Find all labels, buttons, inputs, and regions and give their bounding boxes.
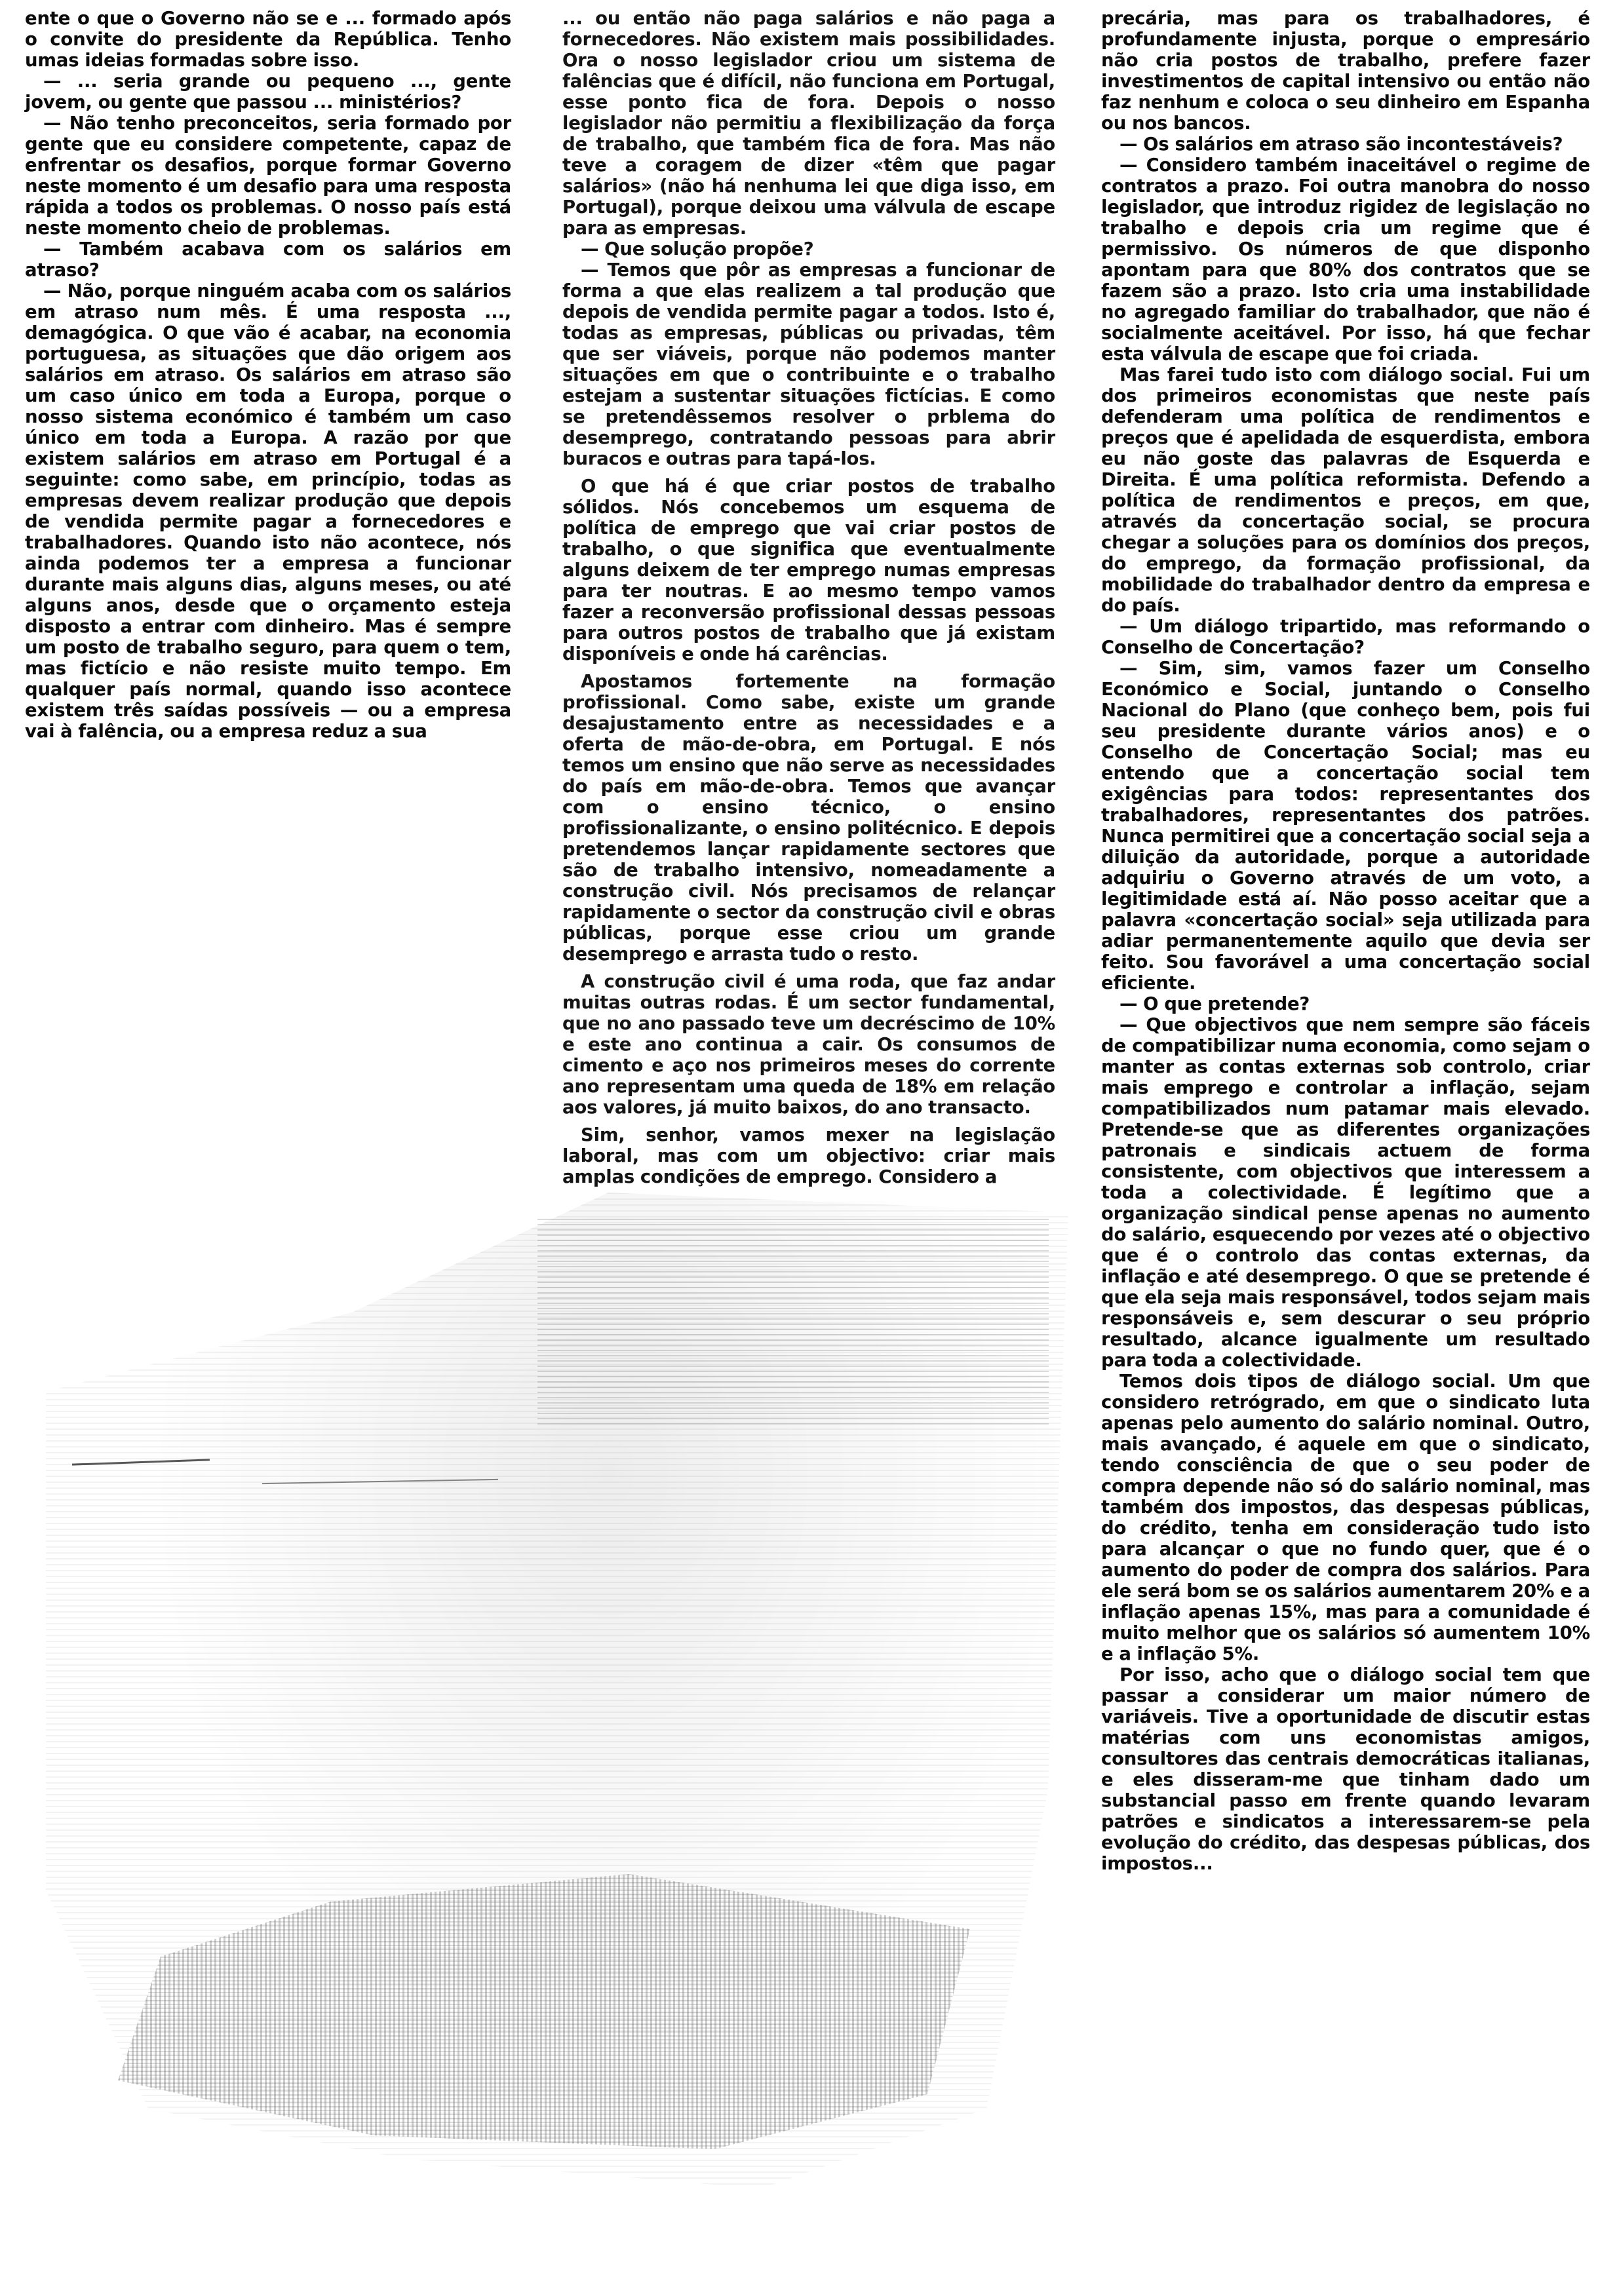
photocopy-streaks [537, 1219, 1049, 1428]
question: — Que solução propõe? [581, 239, 814, 259]
paragraph: O que há é que criar postos de trabalho sólidos. Nós concebemos um esquema de política de emprego que vai criar postos de trabalho, o que significa que eventualmente alguns deixem de ter emprego numas empresas para ter noutras. E ao mesmo tempo vamos fazer a reconversão profissional dessas pessoas para outros postos de trabalho que já existam disponíveis e onde há carências. [562, 476, 1055, 664]
paragraph: precária, mas para os trabalhadores, é profundamente injusta, porque o empresário não cria postos de trabalho, prefere fazer investimentos de capital intensivo ou então não faz nenhum e coloca o seu dinheiro em Espanha ou nos bancos. [1101, 8, 1590, 134]
article-column-2 [562, 8, 1055, 1187]
photocopy-smudge [46, 1193, 1068, 2189]
paragraph: — Temos que pôr as empresas a funcionar de forma a que elas realizem a tal produção que depois de vendida permite pagar a todos. Isto é, todas as empresas, públicas ou privadas, têm que ser viáveis, porque não podemos manter situações em que o contribuinte e o trabalho estejam a sustentar situações fictícias. E como se pretendêssemos resolver o prblema do desemprego, contratando pessoas para abrir buracos e outras para tapá-los. [562, 259, 1055, 469]
paragraph: Apostamos fortemente na formação profissional. Como sabe, existe um grande desajustamento entre as necessidades e a oferta de mão-de-obra, em Portugal. E nós temos um ensino que não serve as necessidades do país em mão-de-obra. Temos que avançar com o ensino técnico, o ensino profissionalizante, o ensino politécnico. E depois pretendemos lançar rapidamente sectores que são de trabalho intensivo, nomeadamente a construção civil. Nós precisamos de relançar rapidamente o sector da construção civil e obras públicas, porque esse criou um grande desemprego e arrasta tudo o resto. [562, 671, 1055, 965]
paragraph: A construção civil é uma roda, que faz andar muitas outras rodas. É um sector fundamental, que no ano passado teve um decréscimo de 10% e este ano continua a cair. Os consumos de cimento e aço nos primeiros meses do corrente ano representam uma queda de 18% em relação aos valores, já muito baixos, do ano transacto. [562, 971, 1055, 1118]
paragraph: — Que objectivos que nem sempre são fáceis de compatibilizar numa economia, como sejam o manter as contas externas sob controlo, criar mais emprego e controlar a inflação, sejam compatibilizados num patamar mais elevado. Pretende-se que as diferentes organizações patronais e sindicais actuem de forma consistente, com objectivos que interessem a toda a colectividade. É legítimo que a organização sindical pense apenas no aumento do salário, esquecendo por vezes até o objectivo que é o controlo das contas externas, da inflação e até desemprego. O que se pretende é que ela seja mais responsável, todos sejam mais responsáveis e, sem descurar o seu próprio resultado, alcance igualmente um resultado para toda a colectividade. [1101, 1014, 1590, 1371]
question: — Um diálogo tripartido, mas reformando o Conselho de Concertação? [1101, 616, 1590, 658]
paragraph: — Não, porque ninguém acaba com os salários em atraso num mês. É uma resposta ..., demagógica. O que vão é acabar, na economia portuguesa, as situações que dão origem aos salários em atraso. Os salários em atraso são um caso único em toda a Europa, porque o nosso sistema económico é também um caso único em toda a Europa. A razão por que existem salários em atraso em Portugal é a seguinte: como sabe, em princípio, todas as empresas devem realizar produção que depois de vendida permite pagar a fornecedores e trabalhadores. Quando isto não acontece, nós ainda podemos ter a empresa a funcionar durante mais alguns dias, alguns meses, ou até alguns anos, desde que o orçamento esteja disposto a entrar com dinheiro. Mas é sempre um posto de trabalho seguro, para quem o tem, mas fictício e não resiste muito tempo. Em qualquer país normal, quando isso acontece existem três saídas possíveis — ou a empresa vai à falência, ou a empresa reduz a sua [25, 280, 511, 742]
article-column-3 [1101, 8, 1590, 1874]
paragraph: Por isso, acho que o diálogo social tem que passar a considerar um maior número de variáveis. Tive a oportunidade de discutir estas matérias com uns economistas amigos, consultores das centrais democráticas italianas, e eles disseram-me que tinham dado um substancial passo em frente quando levaram patrões e sindicatos a interessarem-se pela evolução do crédito, das despesas públicas, dos impostos... [1101, 1664, 1590, 1874]
question: — Também acabava com os salários em atraso? [25, 239, 511, 280]
paragraph: ente o que o Governo não se e ... formado após o convite do presidente da República. Tenho umas ideias formadas sobre isso. [25, 8, 511, 71]
stray-mark [262, 1479, 498, 1484]
stray-mark [72, 1459, 210, 1465]
question: — Os salários em atraso são incontestáveis? [1119, 134, 1563, 155]
paragraph: ... ou então não paga salários e não paga a fornecedores. Não existem mais possibilidades. Ora o nosso legislador criou um sistema de falências que é difícil, não funciona em Portugal, esse ponto fica de fora. Depois o nosso legislador não permitiu a flexibilização da força de trabalho, que também fica de fora. Mas não teve a coragem de dizer «têm que pagar salários» (não há nenhuma lei que diga isso, em Portugal), porque deixou uma válvula de escape para as empresas. [562, 8, 1055, 239]
paragraph: — ... seria grande ou pequeno ..., gente jovem, ou gente que passou ... ministérios? [25, 71, 511, 113]
paragraph: Sim, senhor, vamos mexer na legislação laboral, mas com um objectivo: criar mais amplas condições de emprego. Considero a [562, 1124, 1055, 1187]
paragraph: — Não tenho preconceitos, seria formado por gente que eu considere competente, capaz de enfrentar os desafios, porque formar Governo neste momento é um desafio para uma resposta rápida a todos os problemas. O nosso país está neste momento cheio de problemas. [25, 113, 511, 239]
paragraph: Temos dois tipos de diálogo social. Um que considero retrógrado, em que o sindicato luta apenas pelo aumento do salário nominal. Outro, mais avançado, é aquele em que o sindicato, tendo consciência de que o seu poder de compra depende não só do salário nominal, mas também dos impostos, das despesas públicas, do crédito, tenha em consideração tudo isto para alcançar o que no fundo quer, que é o aumento do poder de compra dos salários. Para ele será bom se os salários aumentarem 20% e a inflação apenas 15%, mas para a comunidade é muito melhor que os salários só aumentem 10% e a inflação 5%. [1101, 1371, 1590, 1664]
question: — O que pretende? [1119, 993, 1310, 1014]
paragraph: — Considero também inaceitável o regime de contratos a prazo. Foi outra manobra do nosso legislador, que introduz rigidez de legislação no trabalho e depois cria um regime que é permissivo. Os números de que disponho apontam para que 80% dos contratos que se fazem são a prazo. Isto cria uma instabilidade no agregado familiar do trabalhador, que não é socialmente aceitável. Por isso, há que fechar esta válvula de escape que foi criada. [1101, 155, 1590, 364]
article-column-1 [25, 8, 511, 742]
photocopy-dark-noise [118, 1874, 970, 2149]
paragraph: — Sim, sim, vamos fazer um Conselho Económico e Social, juntando o Conselho Nacional do Plano (que conheço bem, pois fui seu presidente durante vários anos) e o Conselho de Concertação Social; mas eu entendo que a concertação social tem exigências para todos: representantes dos trabalhadores, representantes dos patrões. Nunca permitirei que a concertação social seja a diluição da autoridade, porque a autoridade adquiriu o Governo através de um voto, a legitimidade está aí. Não posso aceitar que a palavra «concertação social» seja utilizada para adiar permanentemente aquilo que devia ser feito. Sou favorável a uma concertação social eficiente. [1101, 658, 1590, 993]
paragraph: Mas farei tudo isto com diálogo social. Fui um dos primeiros economistas que neste país defenderam uma política de rendimentos e preços que é apelidada de esquerdista, embora eu não goste das palavras de Esquerda e Direita. É uma política reformista. Defendo a política de rendimentos e preços, em que, através da concertação social, se procura chegar a soluções para os domínios dos preços, do emprego, da formação profissional, da mobilidade do trabalhador dentro da empresa e do país. [1101, 364, 1590, 616]
